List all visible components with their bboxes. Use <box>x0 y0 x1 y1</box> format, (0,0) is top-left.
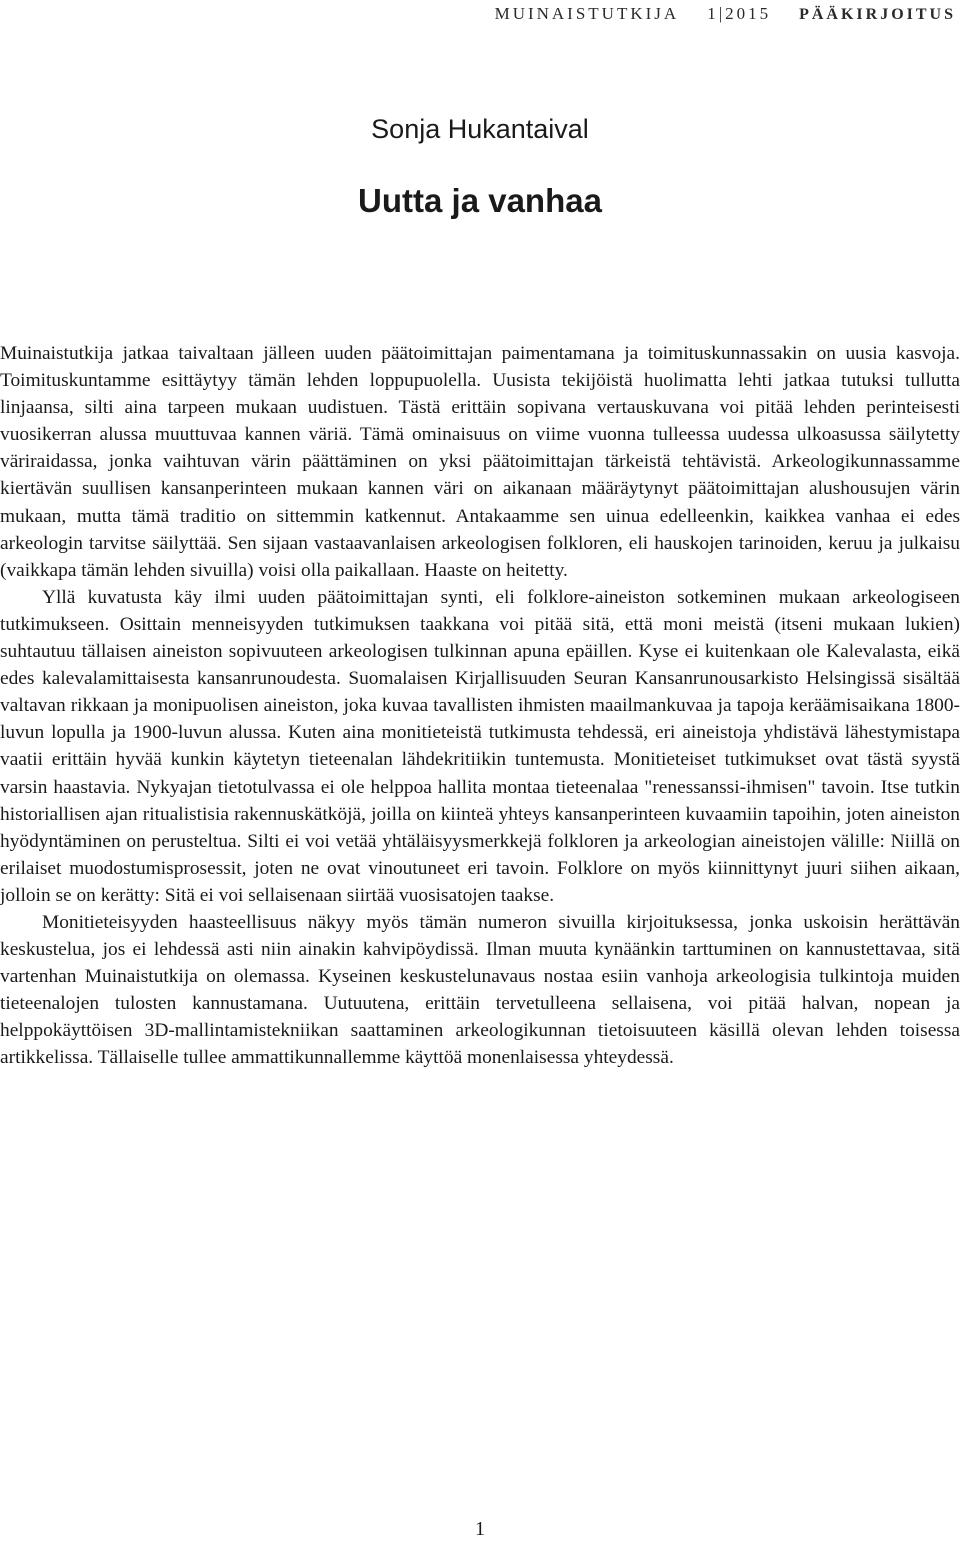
article-body <box>0 340 960 1072</box>
author-name: Sonja Hukantaival <box>371 114 589 144</box>
journal-name: MUINAISTUTKIJA <box>494 4 680 23</box>
page-number: 1 <box>475 1518 485 1540</box>
paragraph-2: Yllä kuvatusta käy ilmi uuden päätoimittajan synti, eli folklore-aineiston sotkeminen mukaan arkeologiseen tutkimukseen. Osittain menneisyyden tutkimuksen taakkana voi pitää sitä, että moni meistä (itseni mukaan lukien) suhtautuu tällaisen aineiston sopivuuteen arkeologisen tulkinnan apuna epäillen. Kyse ei kuitenkaan ole Kalevalasta, eikä edes kalevalamittaisesta kansanrunoudesta. Suomalaisen Kirjallisuuden Seuran Kansanrunousarkisto Helsingissä sisältää valtavan rikkaan ja monipuolisen aineiston, joka kuvaa tavallisten ihmisten maailmankuvaa ja tapoja keräämisaikana 1800-luvun lopulla ja 1900-luvun alussa. Kuten aina monitieteistä tutkimusta tehdessä, eri aineistoja yhdistävä lähestymistapa vaatii erittäin hyvää kunkin käytetyn tieteenalan lähdekritiikin tuntemusta. Monitieteiset tutkimukset ovat tästä syystä varsin haastavia. Nykyajan tietotulvassa ei ole helppoa hallita montaa tieteenalaa "renessanssi-ihmisen" tavoin. Itse tutkin historiallisen ajan ritualistisia rakennuskätköjä, joilla on kiinteä yhteys kansanperinteen kuvaamiin tapoihin, joten aineiston hyödyntäminen on perusteltua. Silti ei voi vetää yhtäläisyysmerkkejä folkloren ja arkeologian aineistojen välille: Niillä on erilaiset muodostumisprosessit, joten ne ovat vinoutuneet eri tavoin. Folklore on myös kiinnittynyt juuri siihen aikaan, jolloin se on kerätty: Sitä ei voi sellaisenaan siirtää vuosisatojen taakse. <box>0 586 960 906</box>
section-label: PÄÄKIRJOITUS <box>799 6 956 23</box>
running-header <box>495 4 956 26</box>
article-title: Uutta ja vanhaa <box>358 182 602 219</box>
issue-number: 1|2015 <box>707 4 772 23</box>
paragraph-1: Muinaistutkija jatkaa taivaltaan jälleen uuden päätoimittajan paimentamana ja toimituskunnassakin on uusia kasvoja. Toimituskuntamme esittäytyy tämän lehden loppupuolella. Uusista tekijöistä huolimatta lehti jatkaa tutuksi tullutta linjaansa, silti aina tarpeen mukaan uudistuen. Tästä erittäin sopivana vertauskuvana voi pitää lehden perinteisesti vuosikerran alussa muuttuvaa kannen väriä. Tämä ominaisuus on viime vuonna tulleessa uudessa ulkoasussa säilytetty väriraidassa, jonka vaihtuvan värin päättäminen on yksi päätoimittajan tärkeistä tehtävistä. Arkeologikunnassamme kiertävän suullisen kansanperinteen mukaan kannen väri on aikanaan määräytynyt päätoimittajan alushousujen värin mukaan, mutta tämä traditio on sittemmin katkennut. Antakaamme sen uinua edelleenkin, kaikkea vanhaa ei edes arkeologin tarvitse säilyttää. Sen sijaan vastaavanlaisen arkeologisen folkloren, eli hauskojen tarinoiden, keruu ja julkaisu (vaikkapa tämän lehden sivuilla) voisi olla paikallaan. Haaste on heitetty. <box>0 343 960 581</box>
paragraph-3: Monitieteisyyden haasteellisuus näkyy myös tämän numeron sivuilla kirjoituksessa, jonka uskoisin herättävän keskustelua, jos ei lehdessä asti niin ainakin kahvipöydissä. Ilman muuta kynäänkin tarttuminen on kannustettavaa, sitä vartenhan Muinaistutkija on olemassa. Kyseinen keskustelunavaus nostaa esiin vanhoja arkeologisia tulkintoja muiden tieteenalojen tulosten kannustamana. Uutuutena, erittäin tervetulleena sellaisena, voi pitää halvan, nopean ja helppokäyttöisen 3D-mallintamistekniikan saattaminen arkeologikunnan tietoisuuteen käsillä olevan lehden toisessa artikkelissa. Tällaiselle tullee ammattikunnallemme käyttöä monenlaisessa yhteydessä. <box>0 911 960 1069</box>
